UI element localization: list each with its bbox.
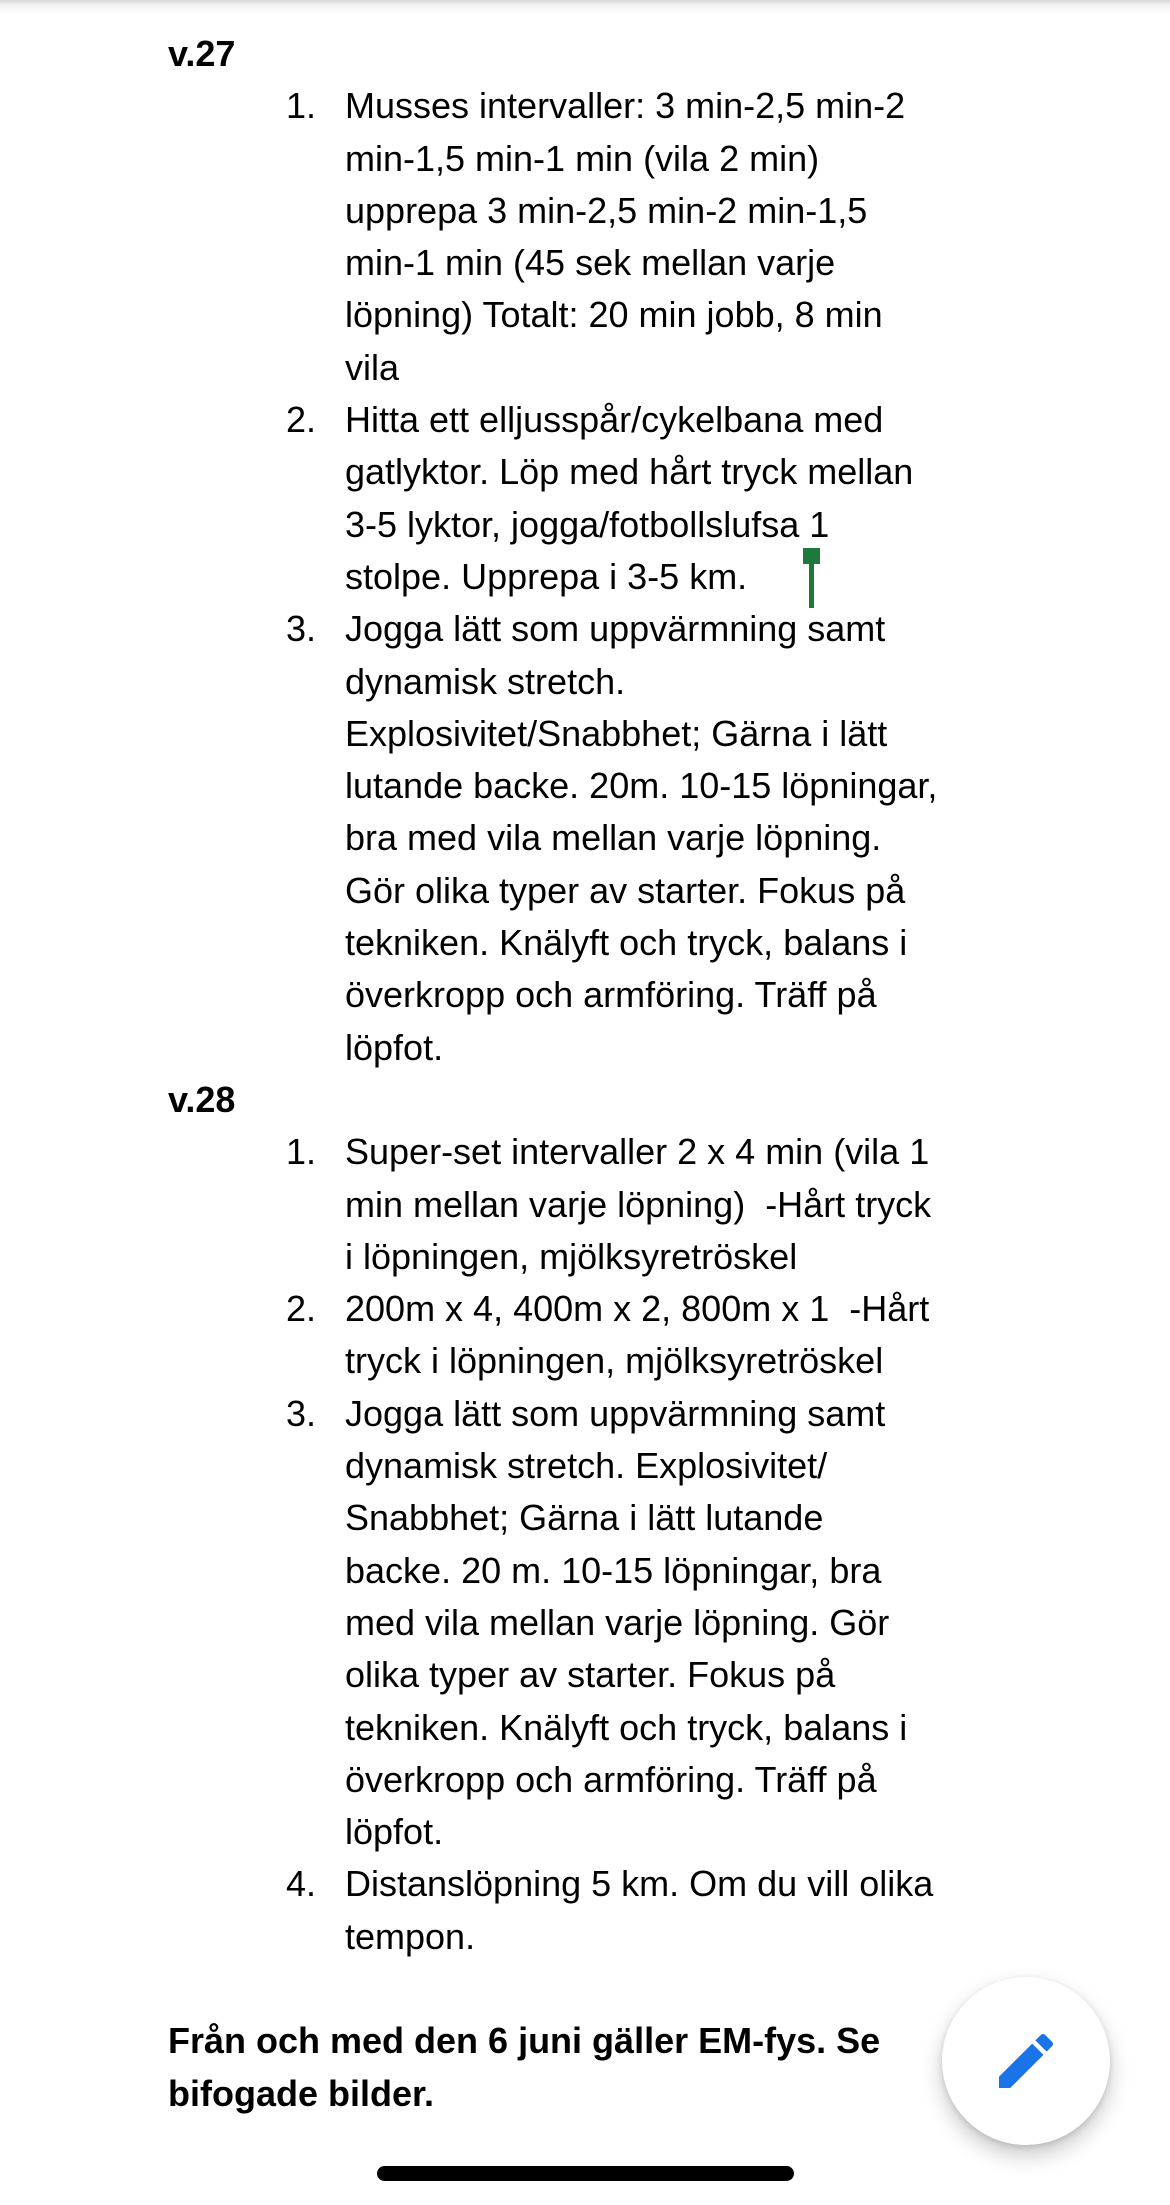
text-line: Snabbhet; Gärna i lätt lutande	[345, 1497, 824, 1539]
text-line: Jogga lätt som uppvärmning samt	[345, 1392, 886, 1434]
text-line: lutande backe. 20m. 10-15 löpningar,	[345, 765, 938, 807]
list-item	[0, 80, 1170, 394]
ordered-list	[0, 80, 1170, 1074]
list-item-number: 1.	[286, 1131, 317, 1173]
text-line: tekniken. Knälyft och tryck, balans i	[345, 1706, 908, 1748]
edit-pencil-icon	[990, 2025, 1062, 2097]
list-item-number: 4.	[286, 1863, 317, 1905]
list-item	[0, 1858, 1170, 1963]
text-line: gatlyktor. Löp med hårt tryck mellan	[345, 451, 914, 493]
text-line: min-1,5 min-1 min (vila 2 min)	[345, 137, 820, 179]
text-line: min-1 min (45 sek mellan varje	[345, 242, 836, 284]
text-line: överkropp och armföring. Träff på	[345, 974, 877, 1016]
edit-button[interactable]	[942, 1977, 1110, 2145]
list-item-text	[0, 394, 1170, 603]
text-line: Jogga lätt som uppvärmning samt	[345, 608, 886, 650]
week-section	[0, 28, 1170, 1074]
list-item-text	[0, 603, 1170, 1074]
list-item-number: 1.	[286, 85, 317, 127]
text-line: tryck i löpningen, mjölksyretröskel	[345, 1340, 884, 1382]
list-item-text	[0, 1388, 1170, 1859]
text-line: 3-5 lyktor, jogga/fotbollslufsa 1	[345, 503, 830, 545]
list-item-number: 2.	[286, 399, 317, 441]
cursor-handle-stem	[809, 562, 814, 608]
text-line: stolpe. Upprepa i 3-5 km.	[345, 555, 748, 597]
text-line: Gör olika typer av starter. Fokus på	[345, 869, 906, 911]
text-line: Från och med den 6 juni gäller EM-fys. Se	[168, 2020, 881, 2062]
text-line: i löpningen, mjölksyretröskel	[345, 1235, 798, 1277]
list-item-number: 3.	[286, 1392, 317, 1434]
list-item	[0, 394, 1170, 603]
text-line: vila	[345, 346, 400, 388]
ordered-list	[0, 1126, 1170, 1963]
text-line: Distanslöpning 5 km. Om du vill olika	[345, 1863, 934, 1905]
list-item-text	[0, 80, 1170, 394]
text-line: 200m x 4, 400m x 2, 800m x 1 -Hårt	[345, 1288, 930, 1330]
text-line: dynamisk stretch. Explosivitet/	[345, 1445, 828, 1487]
text-line: min mellan varje löpning) -Hårt tryck	[345, 1183, 932, 1225]
list-item-number: 2.	[286, 1288, 317, 1330]
list-item	[0, 603, 1170, 1074]
text-line: backe. 20 m. 10-15 löpningar, bra	[345, 1549, 882, 1591]
text-line: löpning) Totalt: 20 min jobb, 8 min	[345, 294, 883, 336]
home-indicator[interactable]	[377, 2166, 794, 2181]
text-line: med vila mellan varje löpning. Gör	[345, 1601, 890, 1643]
text-line: tempon.	[345, 1915, 476, 1957]
text-line: överkropp och armföring. Träff på	[345, 1758, 877, 1800]
list-item	[0, 1126, 1170, 1283]
text-line: tekniken. Knälyft och tryck, balans i	[345, 922, 908, 964]
text-line: Super-set intervaller 2 x 4 min (vila 1	[345, 1131, 930, 1173]
week-heading: v.27	[168, 33, 236, 74]
list-item	[0, 1283, 1170, 1388]
text-line: dynamisk stretch.	[345, 660, 626, 702]
list-item	[0, 1388, 1170, 1859]
list-item-text	[0, 1126, 1170, 1283]
list-item-text	[0, 1283, 1170, 1388]
text-line: upprepa 3 min-2,5 min-2 min-1,5	[345, 189, 868, 231]
text-line: Hitta ett elljusspår/cykelbana med	[345, 399, 884, 441]
text-cursor-handle-icon[interactable]	[803, 548, 820, 610]
toolbar-shadow	[0, 0, 1170, 14]
text-line: löpfot.	[345, 1026, 444, 1068]
text-line: bra med vila mellan varje löpning.	[345, 817, 882, 859]
list-item-number: 3.	[286, 608, 317, 650]
list-item-text	[0, 1858, 1170, 1963]
text-line: bifogade bilder.	[168, 2072, 435, 2114]
week-section	[0, 1074, 1170, 1963]
text-line: olika typer av starter. Fokus på	[345, 1654, 836, 1696]
week-heading: v.28	[168, 1078, 236, 1120]
text-line: Musses intervaller: 3 min-2,5 min-2	[345, 85, 906, 127]
text-line: Explosivitet/Snabbhet; Gärna i lätt	[345, 712, 888, 754]
document-body[interactable]	[0, 28, 1170, 2120]
text-line: löpfot.	[345, 1811, 444, 1853]
